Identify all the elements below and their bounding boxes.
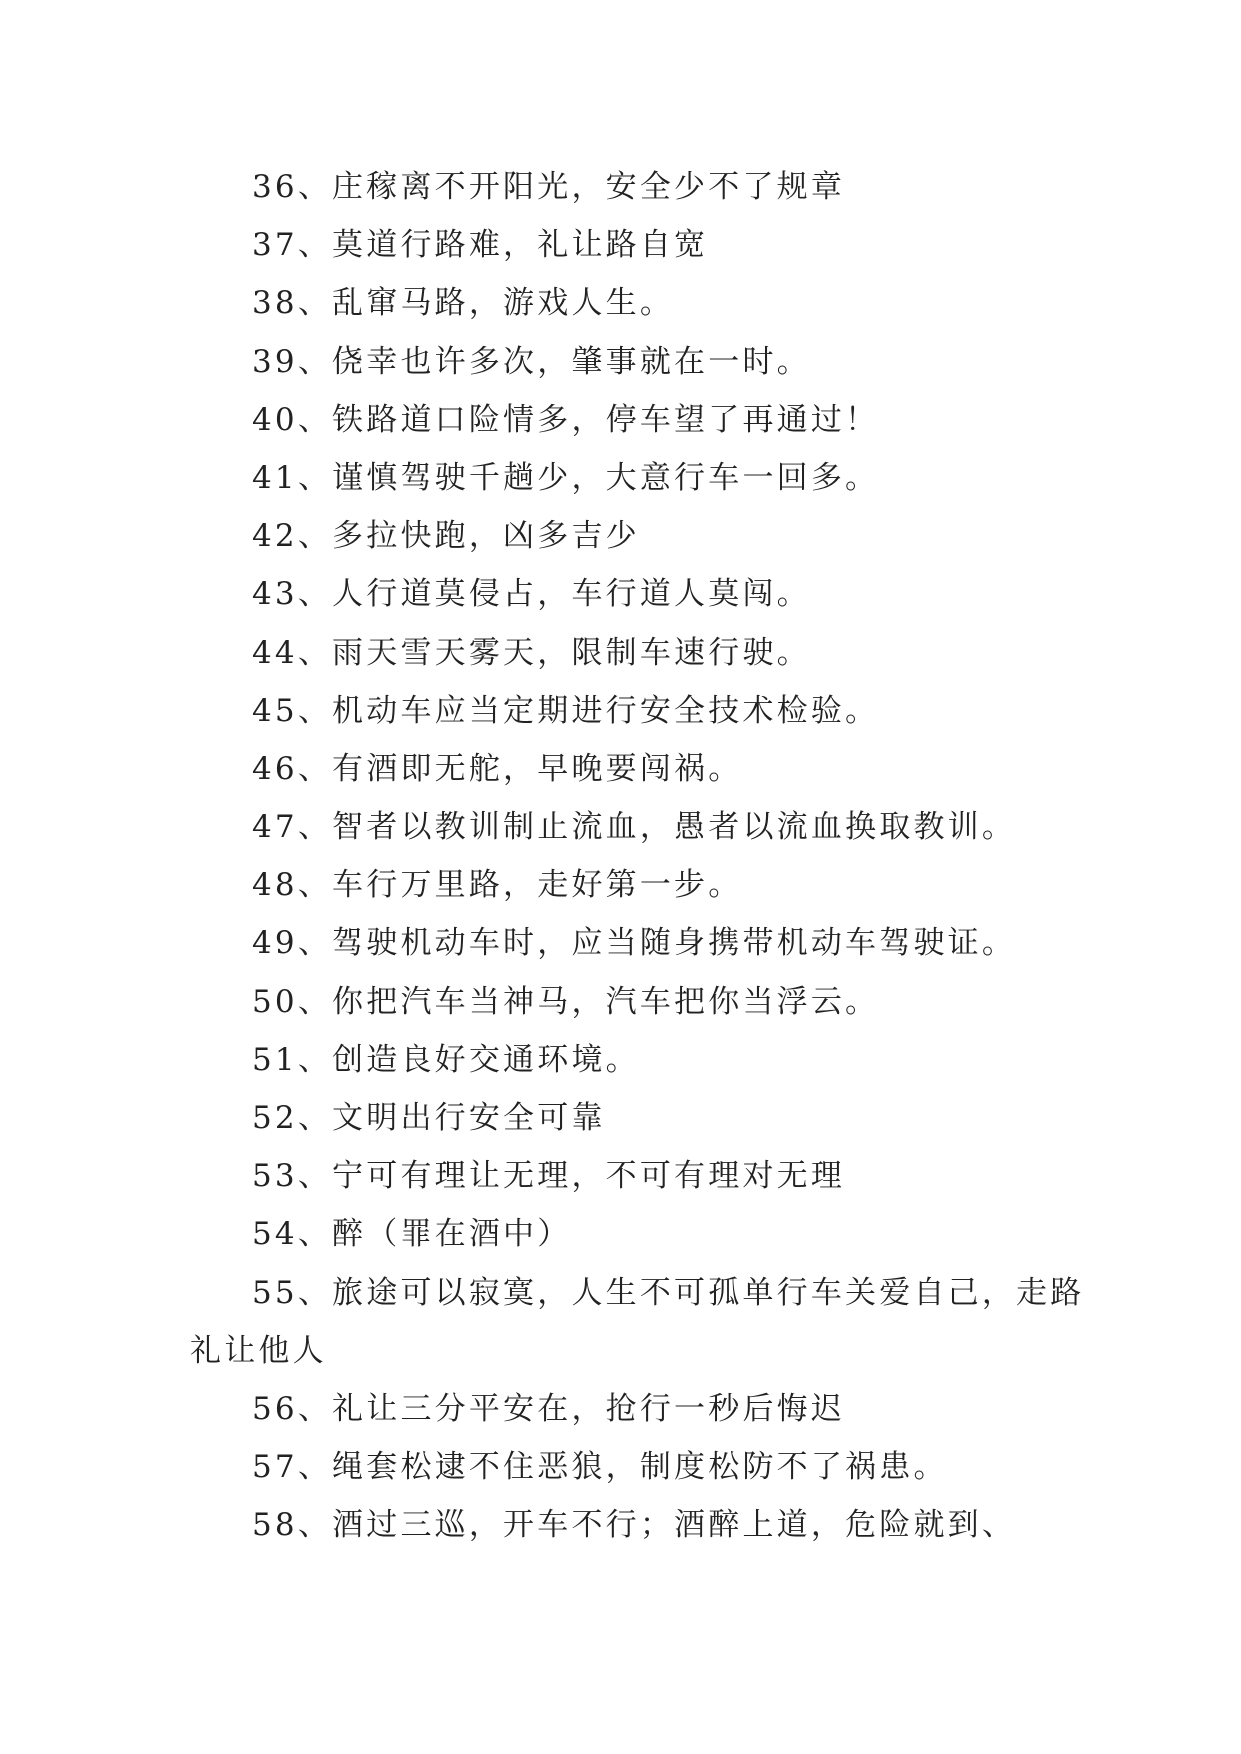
list-item: 44、雨天雪天雾天，限制车速行驶。 [252, 634, 811, 671]
slogan-list [190, 158, 1085, 1555]
list-item: 39、侥幸也许多次，肇事就在一时。 [252, 343, 811, 380]
list-item: 40、铁路道口险情多，停车望了再通过！ [252, 401, 880, 438]
list-item: 56、礼让三分平安在，抢行一秒后悔迟 [252, 1390, 846, 1427]
list-item: 43、人行道莫侵占，车行道人莫闯。 [252, 576, 811, 613]
list-item: 58、酒过三巡，开车不行；酒醉上道，危险就到、 [252, 1507, 1017, 1544]
list-item: 51、创造良好交通环境。 [252, 1041, 640, 1078]
list-item: 50、你把汽车当神马，汽车把你当浮云。 [252, 983, 880, 1020]
list-item: 41、谨慎驾驶千趟少，大意行车一回多。 [252, 459, 880, 496]
list-item: 45、机动车应当定期进行安全技术检验。 [252, 692, 880, 729]
list-item: 46、有酒即无舵，早晚要闯祸。 [252, 750, 743, 787]
list-item: 47、智者以教训制止流血，愚者以流血换取教训。 [252, 809, 1017, 846]
list-item: 57、绳套松逮不住恶狼，制度松防不了祸患。 [252, 1449, 948, 1486]
list-item: 52、文明出行安全可靠 [252, 1100, 606, 1136]
list-item: 53、宁可有理让无理，不可有理对无理 [252, 1158, 846, 1195]
list-item: 54、醉（罪在酒中） [252, 1216, 572, 1253]
list-item-continuation: 礼让他人 [190, 1332, 327, 1369]
list-item: 55、旅途可以寂寞，人生不可孤单行车关爱自己，走路 [252, 1274, 1085, 1311]
list-item: 37、莫道行路难，礼让路自宽 [252, 227, 709, 264]
list-item: 48、车行万里路，走好第一步。 [252, 867, 743, 904]
list-item: 42、多拉快跑，凶多吉少 [252, 518, 640, 555]
list-item: 38、乱窜马路，游戏人生。 [252, 285, 675, 322]
list-item: 36、庄稼离不开阳光，安全少不了规章 [252, 169, 846, 205]
list-item: 49、驾驶机动车时，应当随身携带机动车驾驶证。 [252, 925, 1017, 962]
